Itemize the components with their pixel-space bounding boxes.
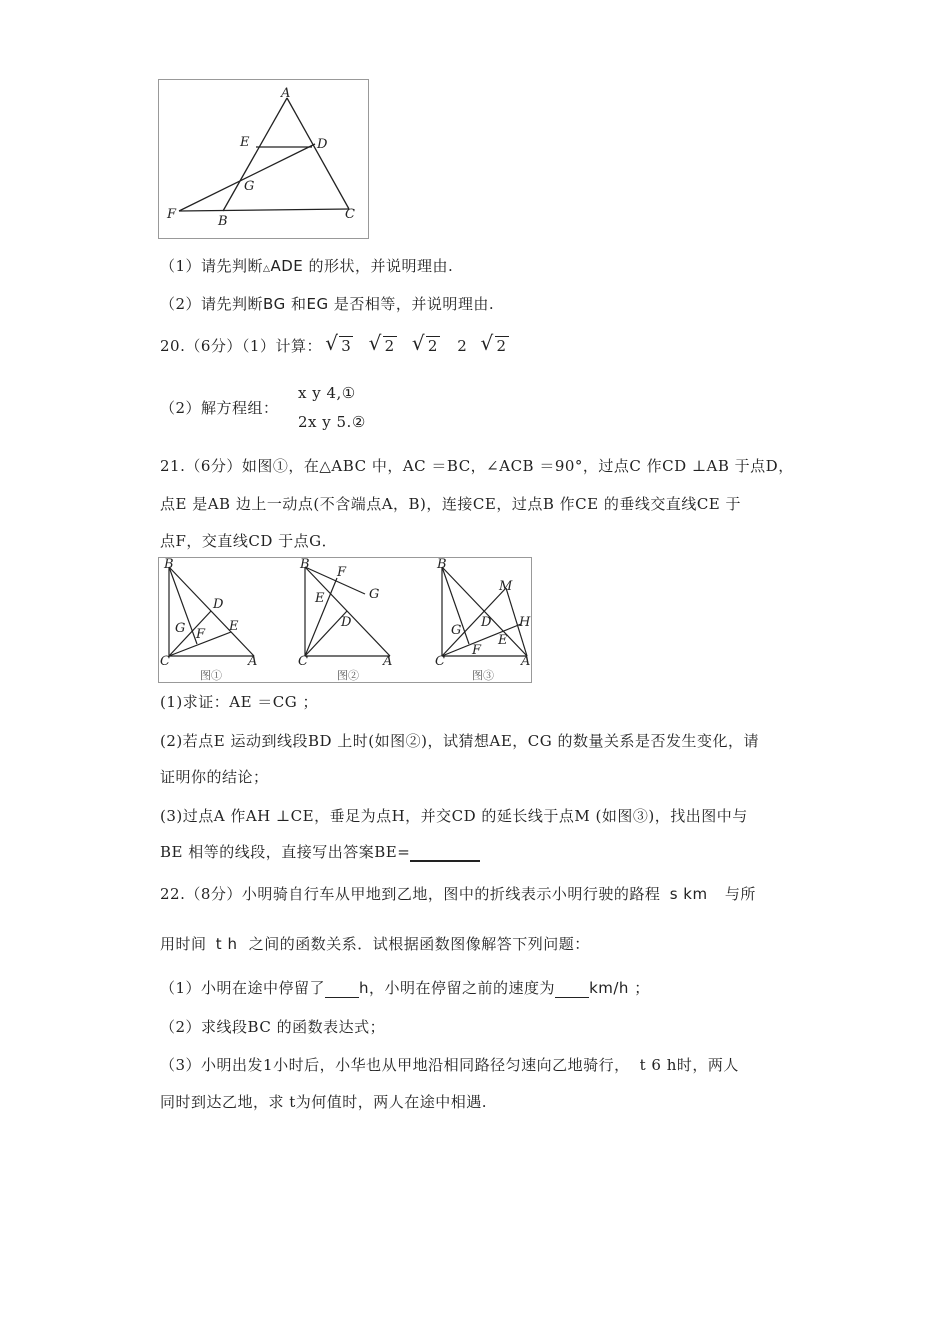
q21-line1: 21.（6分）如图①，在△ABC 中，AC ＝BC，∠ACB ＝90°，过点C 作CD ⊥AB 于点D， <box>160 457 794 475</box>
q21-s3a: (3)过点A 作AH ⊥CE，垂足为点H，并交CD 的延长线于点M (如图③)，找出图中与 <box>160 807 748 825</box>
q22-part3: （3）小明出发1小时后，小华也从甲地沿相同路径匀速向乙地骑行， t 6 h时，两人 <box>160 1056 739 1074</box>
caption-fig3: 图③ <box>472 669 494 682</box>
triangle-diagram <box>159 80 368 238</box>
fig3-label-e: E <box>498 633 508 648</box>
fig1-label-d: D <box>213 597 224 612</box>
equation-2: 2x y 5.② <box>298 413 366 431</box>
fig1-label-a: A <box>248 654 258 669</box>
label-e: E <box>240 135 250 150</box>
fig3-label-f: F <box>472 643 482 658</box>
fig3-lines <box>442 567 527 656</box>
q21-s2a: (2)若点E 运动到线段BD 上时(如图②)，试猜想AE，CG 的数量关系是否发生变化，请 <box>160 732 759 750</box>
label-g: G <box>244 179 255 194</box>
answer-blank[interactable] <box>410 846 480 862</box>
fig2-label-a: A <box>383 654 393 669</box>
sqrt-2-b: √ 2 <box>414 336 440 356</box>
q21-line2: 点E 是AB 边上一动点(不含端点A，B)，连接CE，过点B 作CE 的垂线交直线CE 于 <box>160 495 742 513</box>
fig1-label-f: F <box>196 627 206 642</box>
q21-s2b: 证明你的结论； <box>160 768 269 786</box>
q21-line3: 点F，交直线CD 于点G． <box>160 532 338 550</box>
q21-s1: (1)求证：AE ＝CG ； <box>160 693 319 711</box>
blank-speed[interactable] <box>555 983 589 998</box>
fig1-label-b: B <box>164 558 174 572</box>
var-t-h: t h <box>215 935 238 953</box>
label-b: B <box>218 214 228 229</box>
label-d: D <box>317 137 328 152</box>
fig2-label-c: C <box>298 654 308 669</box>
q19-part2: （2）请先判断BG 和EG 是否相等，并说明理由. <box>160 295 495 313</box>
caption-fig1: 图① <box>200 669 222 682</box>
q21-s3b: BE 相等的线段，直接写出答案BE= <box>160 842 480 862</box>
fig2-label-b: B <box>300 558 310 572</box>
edge-fd <box>179 144 315 211</box>
fig3-label-b: B <box>437 558 447 572</box>
edge-fc <box>179 209 349 211</box>
fig1-lines <box>169 567 254 656</box>
label-f: F <box>167 207 177 222</box>
fig2-lines <box>305 567 390 656</box>
sqrt-3: √ 3 <box>327 336 353 356</box>
q22-part2: （2）求线段BC 的函数表达式； <box>160 1018 386 1036</box>
q22-line1: 22.（8分）小明骑自行车从甲地到乙地，图中的折线表示小明行驶的路程 s km 与所 <box>160 885 756 903</box>
fig2-label-f: F <box>337 565 347 580</box>
q20-part2-label: （2）解方程组： <box>160 399 279 417</box>
fig2-label-d: D <box>341 615 352 630</box>
fig3-label-m: M <box>499 579 513 594</box>
fig3-label-c: C <box>435 654 445 669</box>
fig2-label-g: G <box>369 587 380 602</box>
q22-part4: 同时到达乙地，求 t为何值时，两人在途中相遇. <box>160 1093 488 1111</box>
q22-line2: 用时间 t h 之间的函数关系．试根据函数图像解答下列问题： <box>160 935 590 953</box>
label-a: A <box>281 86 291 101</box>
coefficient: 2 <box>457 337 468 355</box>
var-s-km: s km <box>669 885 708 903</box>
fig1-label-g: G <box>175 621 186 636</box>
figure-q21 <box>158 557 532 683</box>
caption-fig2: 图② <box>337 669 359 682</box>
q21-diagrams <box>159 558 531 682</box>
fig3-label-h: H <box>519 615 531 630</box>
figure-triangle-ade <box>158 79 369 239</box>
sqrt-2-c: √ 2 <box>483 336 509 356</box>
q20-header: 20.（6分）（1）计算： √ 3 √ 2 √ 2 2 √ 2 <box>160 336 521 356</box>
label-c: C <box>345 207 355 222</box>
q19-part1: （1）请先判断△ADE 的形状，并说明理由. <box>160 257 454 275</box>
fig1-label-e: E <box>229 619 239 634</box>
fig2-label-e: E <box>315 591 325 606</box>
q22-part1: （1）小明在途中停留了 h，小明在停留之前的速度为 km/h ； <box>160 979 650 997</box>
fig3-label-a: A <box>521 654 531 669</box>
sqrt-2-a: √ 2 <box>371 336 397 356</box>
fig1-label-c: C <box>160 654 170 669</box>
edge-ab <box>223 98 287 211</box>
blank-stop-time[interactable] <box>325 983 359 998</box>
fig3-label-d: D <box>481 615 492 630</box>
fig3-label-g: G <box>451 623 462 638</box>
equation-1: x y 4,① <box>298 384 356 402</box>
